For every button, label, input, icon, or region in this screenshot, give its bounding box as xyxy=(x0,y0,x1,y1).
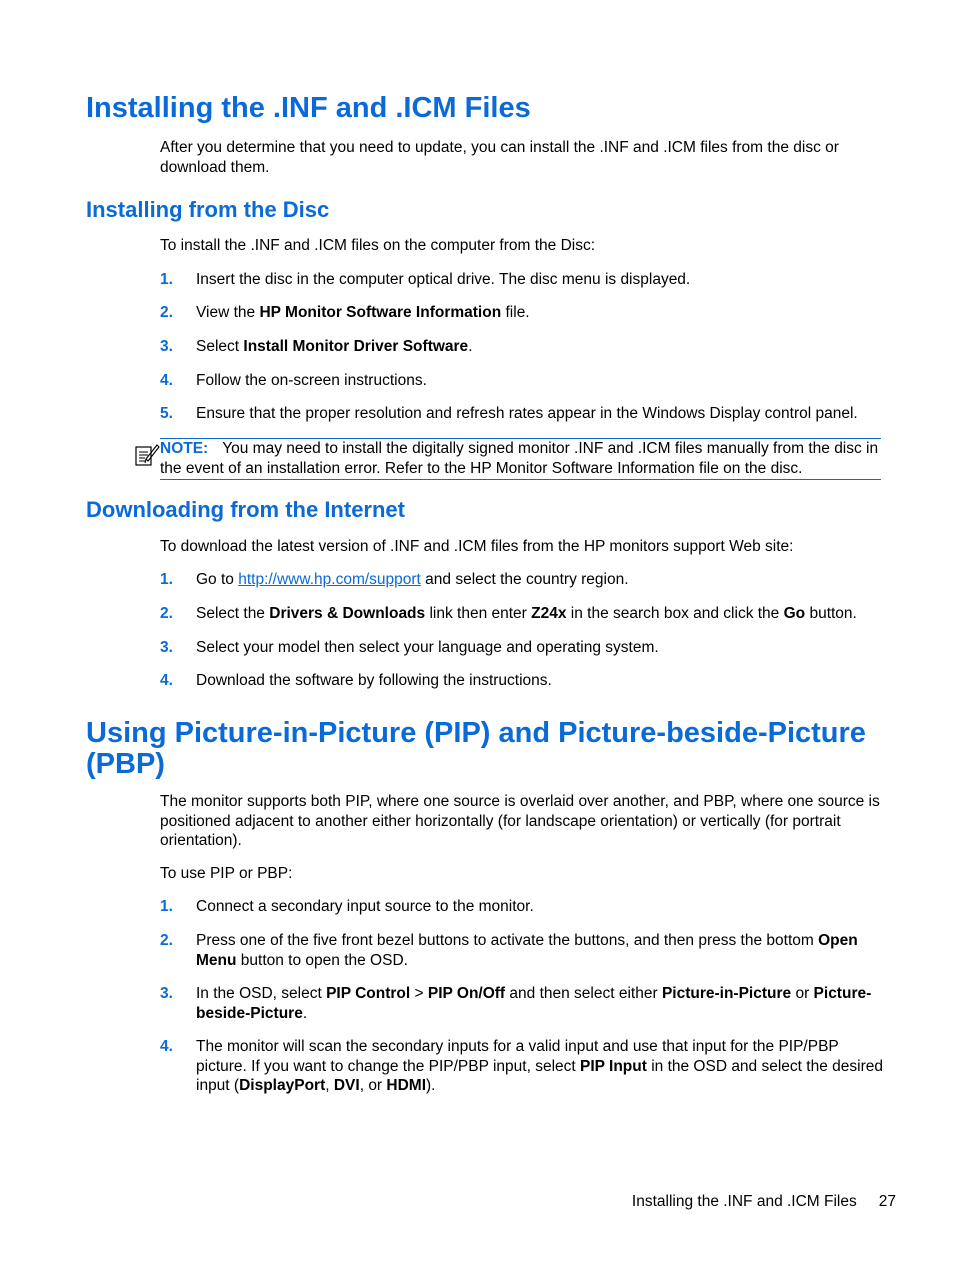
support-link[interactable]: http://www.hp.com/support xyxy=(238,571,421,588)
note-icon xyxy=(134,441,160,467)
heading-disc: Installing from the Disc xyxy=(86,197,330,222)
disc-intro: To install the .INF and .ICM files on the computer from the Disc: xyxy=(160,237,596,254)
note-label: NOTE: xyxy=(160,440,209,457)
page-number: 27 xyxy=(878,1193,896,1210)
pip-intro: The monitor supports both PIP, where one source is overlaid over another, and PBP, where one source is positioned adjacent to another either horizontally (for landscape orientation) or vertically (for portrait orientation). xyxy=(160,793,880,849)
section-intro: After you determine that you need to update, you can install the .INF and .ICM files from the disc or download them. xyxy=(160,139,839,176)
note-text: You may need to install the digitally signed monitor .INF and .ICM files manually from the disc in the event of an installation error. Refer to the HP Monitor Software Information file on the disc. xyxy=(160,440,879,477)
heading-pip: Using Picture-in-Picture (PIP) and Picture-beside-Picture (PBP) xyxy=(86,717,866,780)
heading-internet: Downloading from the Internet xyxy=(86,497,405,522)
footer-title: Installing the .INF and .ICM Files xyxy=(631,1193,857,1210)
page-footer xyxy=(632,1193,896,1211)
note-box xyxy=(160,438,881,480)
page-title: Installing the .INF and .ICM Files xyxy=(86,92,531,124)
pip-lead: To use PIP or PBP: xyxy=(160,865,293,882)
internet-intro: To download the latest version of .INF and .ICM files from the HP monitors support Web site: xyxy=(160,538,794,555)
